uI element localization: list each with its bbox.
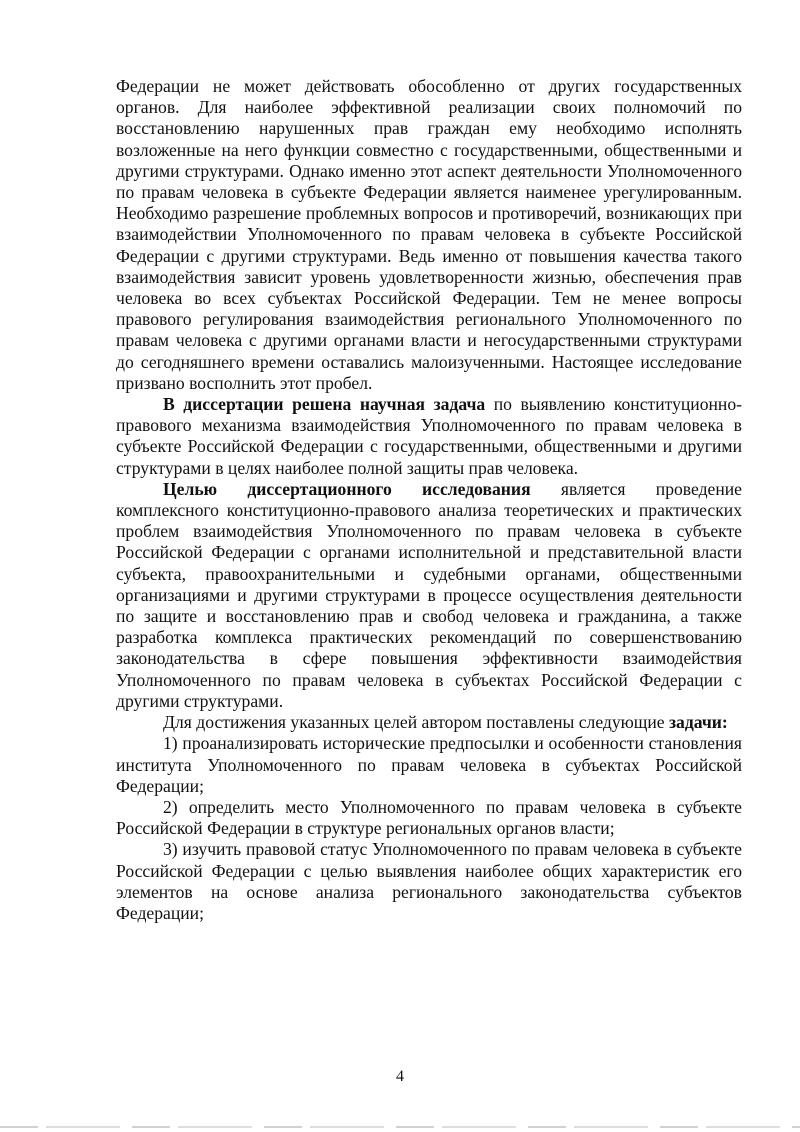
task-item-2: 2) определить место Уполномоченного по правам человека в субъекте Российской Федерации в структуре региональных органов власти; [116,796,742,839]
page-number: 4 [396,1068,404,1085]
paragraph-intro: Федерации не может действовать обособленно от других государственных органов. Для наиболее эффективной реализации своих полномочий по восстановлению нарушенных прав граждан ему необходимо исполнять возложенные на него функции совместно с государственными, общественными и другими структурами. Однако именно этот аспект деятельности Уполномоченного по правам человека в субъекте Федерации является наименее урегулированным. Необходимо разрешение проблемных вопросов и противоречий, возникающих при взаимодействии Уполномоченного по правам человека в субъекте Российской Федерации с другими структурами. Ведь именно от повышения качества такого взаимодействия зависит уровень удовлетворенности жизнью, обеспечения прав человека во всех субъектах Российской Федерации. Тем не менее вопросы правового регулирования взаимодействия регионального Уполномоченного по правам человека с другими органами власти и негосударственными структурами до сегодняшнего времени оставались малоизученными. Настоящее исследование призвано восполнить этот пробел. [116,76,742,393]
body-text [116,76,742,924]
paragraph-tasks-intro [116,712,742,733]
tasks-intro-text: Для достижения указанных целей автором поставлены следующие [163,712,669,733]
paragraph-scientific-task [116,394,742,479]
tasks-heading: задачи: [668,712,728,733]
task-item-3: 3) изучить правовой статус Уполномоченного по правам человека в субъекте Российской Федерации с целью выявления наиболее общих характеристик его элементов на основе анализа регионального законодательства субъектов Федерации; [116,839,742,923]
research-goal-text: является проведение комплексного конституционно-правового анализа теоретических и практических проблем взаимодействия Уполномоченного по правам человека в субъекте Российской Федерации с органами исполнительной и представительной власти субъекта, правоохранительными и судебными органами, общественными организациями и другими структурами в процессе осуществления деятельности по защите и восстановлению прав и свобод человека и гражданина, а также разработка комплекса практических рекомендаций по совершенствованию законодательства в сфере повышения эффективности взаимодействия Уполномоченного по правам человека в субъектах Российской Федерации с другими структурами. [116,478,742,711]
scan-edge-artifact [0,1126,800,1128]
paragraph-research-goal [116,479,742,712]
scientific-task-heading: В диссертации решена научная задача [163,394,486,415]
task-item-1: 1) проанализировать исторические предпосылки и особенности становления института Уполномоченного по правам человека в субъектах Российской Федерации; [116,733,742,796]
research-goal-heading: Целью диссертационного исследования [163,478,531,499]
scientific-task-text: по выявлению конституционно-правового механизма взаимодействия Уполномоченного по правам человека в субъекте Российской Федерации с государственными, общественными и другими структурами в целях наиболее полной защиты прав человека. [116,394,743,478]
